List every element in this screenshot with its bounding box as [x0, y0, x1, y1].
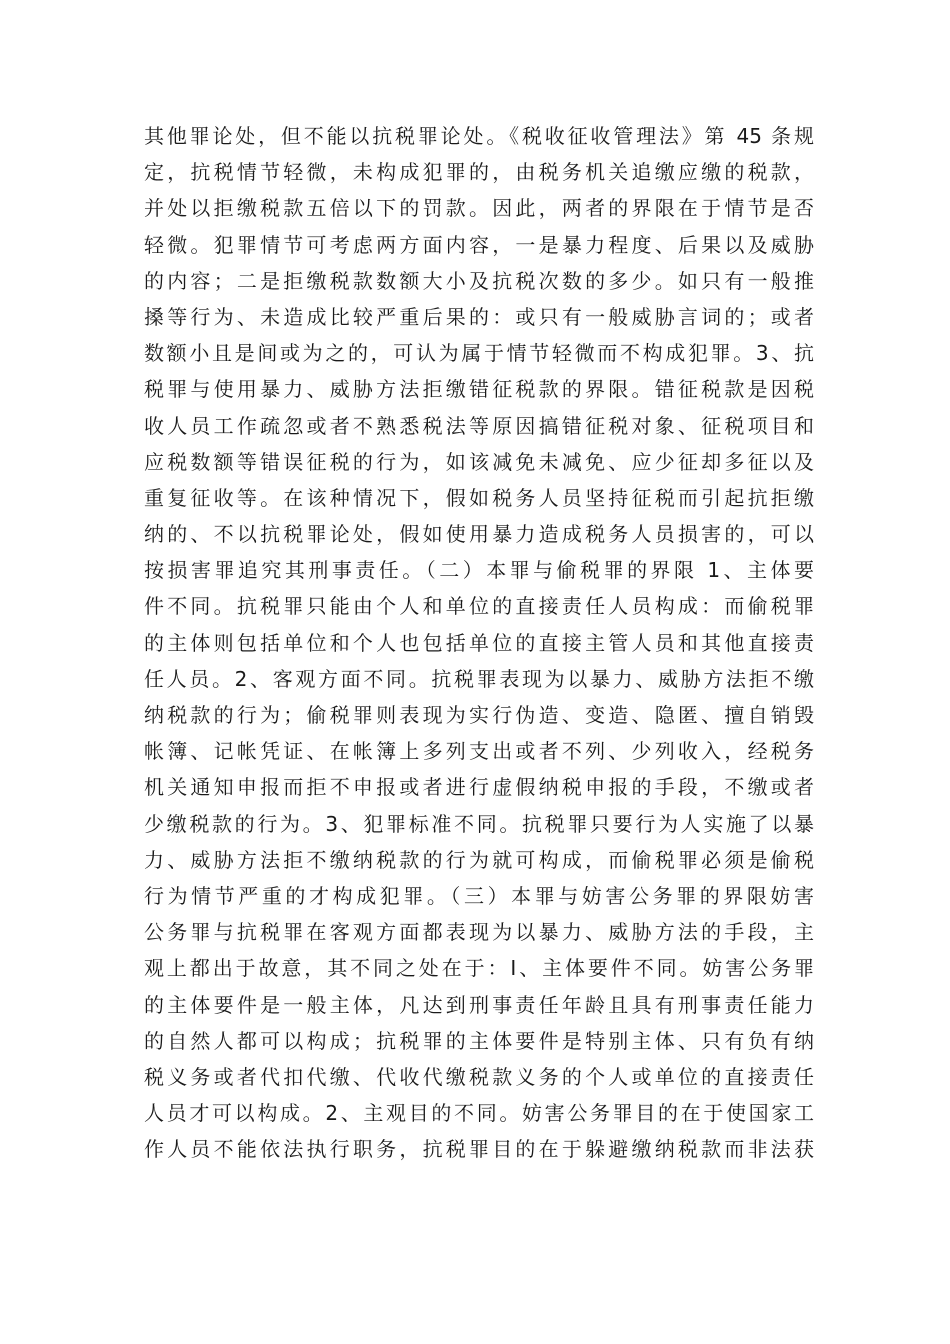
text-line: 税义务或者代扣代缴、代收代缴税款义务的个人或单位的直接责任: [144, 1064, 814, 1089]
text-line: 公务罪与抗税罪在客观方面都表现为以暴力、威胁方法的手段，主: [144, 920, 814, 945]
text-line: 人员才可以构成。2、主观目的不同。妨害公务罪目的在于使国家工: [144, 1101, 814, 1126]
text-line: 其他罪论处，但不能以抗税罪论处。《税收征收管理法》第 45 条规: [144, 124, 814, 148]
text-line: 帐簿、记帐凭证、在帐簿上多列支出或者不列、少列收入，经税务: [144, 739, 814, 764]
text-line: 按损害罪追究其刑事责任。（二）本罪与偷税罪的界限 1、主体要: [144, 558, 814, 583]
text-line: 并处以拒缴税款五倍以下的罚款。因此，两者的界限在于情节是否: [144, 196, 814, 221]
text-line: 任人员。2、客观方面不同。抗税罪表现为以暴力、威胁方法拒不缴: [144, 666, 814, 691]
text-line: 机关通知申报而拒不申报或者进行虚假纳税申报的手段，不缴或者: [144, 775, 814, 800]
text-line: 应税数额等错误征税的行为，如该减免未减免、应少征却多征以及: [144, 449, 814, 474]
text-line: 的自然人都可以构成；抗税罪的主体要件是特别主体、只有负有纳: [144, 1028, 814, 1053]
text-line: 搡等行为、未造成比较严重后果的：或只有一般威胁言词的；或者: [144, 304, 814, 329]
text-line: 行为情节严重的才构成犯罪。（三）本罪与妨害公务罪的界限妨害: [144, 883, 814, 908]
text-line: 收人员工作疏忽或者不熟悉税法等原因搞错征税对象、征税项目和: [144, 413, 814, 438]
text-line: 力、威胁方法拒不缴纳税款的行为就可构成，而偷税罪必须是偷税: [144, 847, 814, 872]
text-line: 件不同。抗税罪只能由个人和单位的直接责任人员构成：而偷税罪: [144, 594, 814, 619]
text-line: 的主体则包括单位和个人也包括单位的直接主管人员和其他直接责: [144, 630, 814, 655]
text-line: 数额小且是间或为之的，可认为属于情节轻微而不构成犯罪。3、抗: [144, 341, 814, 366]
text-line: 少缴税款的行为。3、犯罪标准不同。抗税罪只要行为人实施了以暴: [144, 811, 814, 836]
text-line: 的内容；二是拒缴税款数额大小及抗税次数的多少。如只有一般推: [144, 268, 814, 293]
text-line: 作人员不能依法执行职务，抗税罪目的在于躲避缴纳税款而非法获: [144, 1137, 814, 1162]
body-text: [144, 118, 814, 1167]
text-line: 纳的、不以抗税罪论处，假如使用暴力造成税务人员损害的，可以: [144, 522, 814, 547]
text-line: 定，抗税情节轻微，未构成犯罪的，由税务机关追缴应缴的税款，: [144, 160, 814, 185]
text-line: 税罪与使用暴力、威胁方法拒缴错征税款的界限。错征税款是因税: [144, 377, 814, 402]
text-line: 纳税款的行为；偷税罪则表现为实行伪造、变造、隐匿、擅自销毁: [144, 703, 814, 727]
text-line: 重复征收等。在该种情况下，假如税务人员坚持征税而引起抗拒缴: [144, 485, 814, 510]
text-line: 观上都出于故意，其不同之处在于：I、主体要件不同。妨害公务罪: [144, 956, 814, 981]
text-line: 的主体要件是一般主体，凡达到刑事责任年龄且具有刑事责任能力: [144, 992, 814, 1017]
text-line: 轻微。犯罪情节可考虑两方面内容，一是暴力程度、后果以及威胁: [144, 232, 814, 257]
